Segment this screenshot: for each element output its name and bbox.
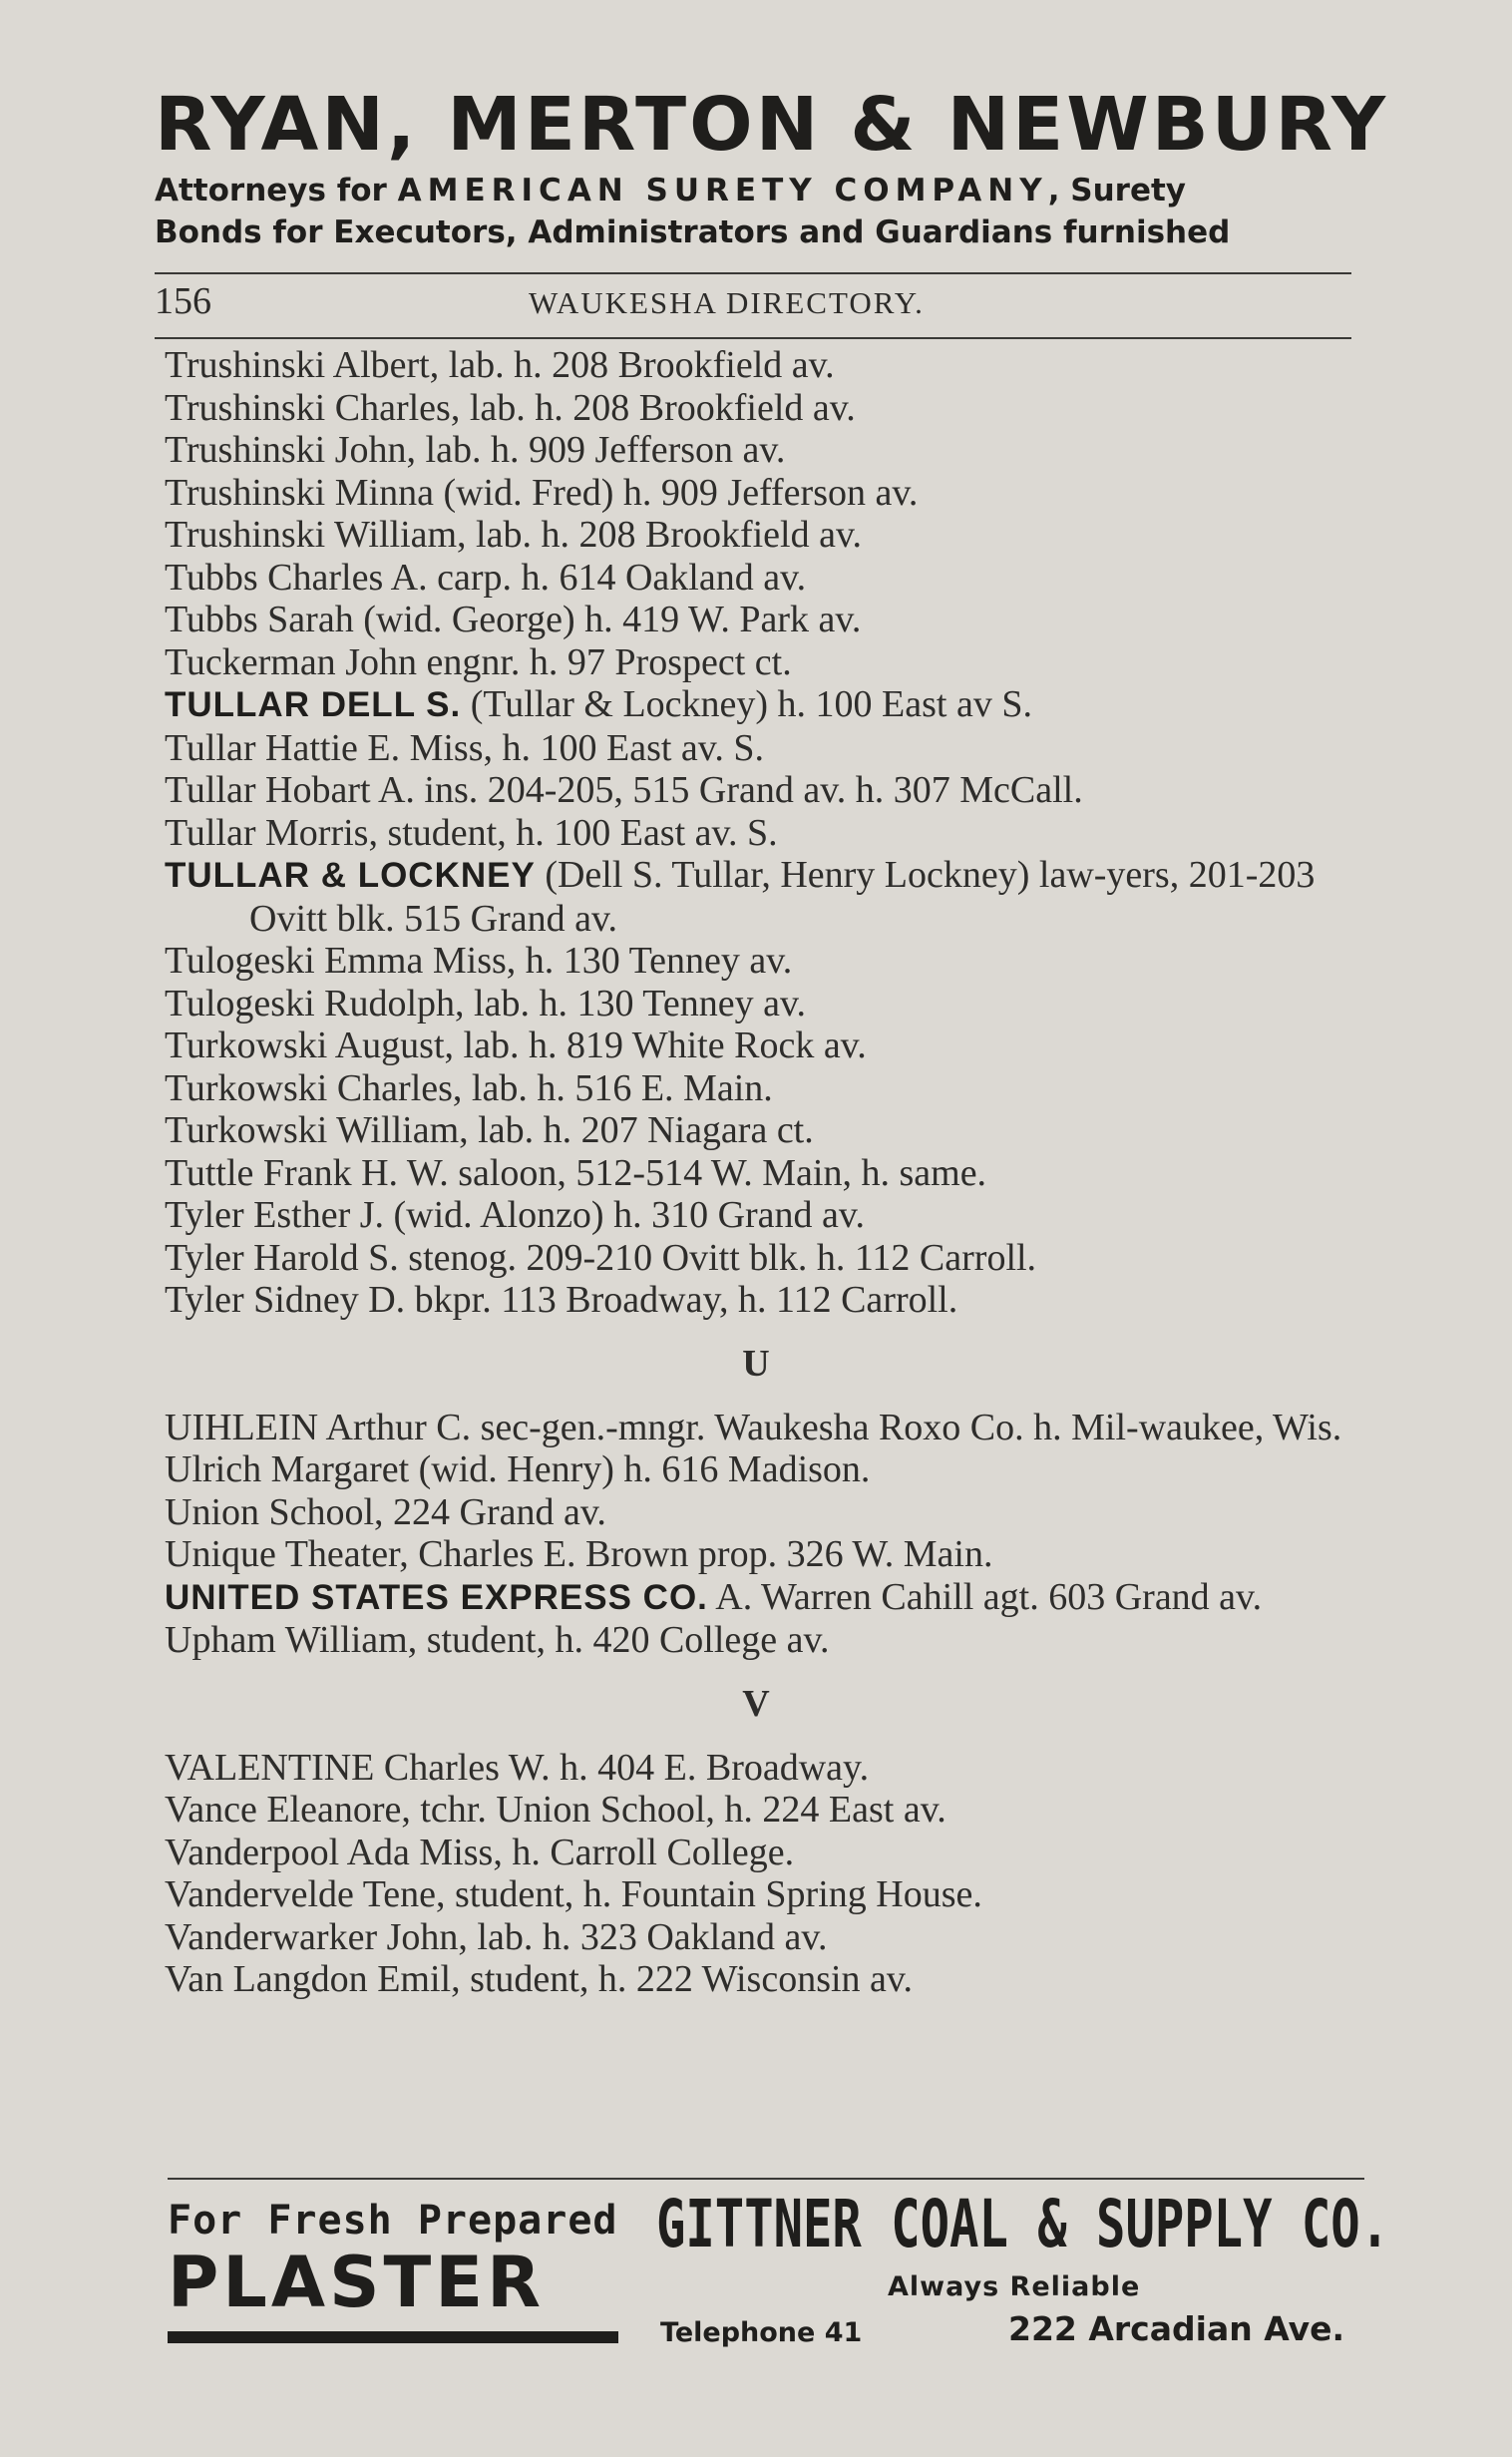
entry-details: School, 224 Grand av.	[259, 1490, 606, 1533]
entry-surname: Turkowski	[165, 1024, 328, 1066]
entry-details: Albert, lab. h. 208 Brookfield av.	[325, 344, 835, 386]
entry-surname: Tullar	[165, 769, 256, 811]
entry-details: Rudolph, lab. h. 130 Tenney av.	[314, 982, 806, 1024]
header-top-rule	[155, 272, 1351, 274]
entry-details: Tene, student, h. Fountain Spring House.	[353, 1873, 982, 1915]
directory-entry	[165, 1747, 1371, 1790]
directory-entry	[165, 983, 1371, 1025]
directory-entry	[165, 599, 1371, 641]
directory-entry	[165, 1533, 1371, 1576]
entries-u	[165, 1407, 1371, 1662]
directory-entry	[165, 1619, 1371, 1662]
directory-entry	[165, 1576, 1371, 1620]
entry-details: Theater, Charles E. Brown prop. 326 W. Main.	[275, 1533, 993, 1575]
directory-entry	[165, 1832, 1371, 1874]
directory-entry	[165, 940, 1371, 983]
directory-entry	[165, 344, 1371, 387]
entry-surname: Unique	[165, 1533, 276, 1575]
entry-surname: Tubbs	[165, 556, 258, 599]
directory-entry	[165, 1873, 1371, 1916]
directory-entry	[165, 854, 1371, 940]
directory-entry	[165, 1916, 1371, 1959]
entry-details: William, lab. h. 207 Niagara ct.	[327, 1109, 814, 1151]
coal-company-name: GITTNER COAL & SUPPLY CO.	[656, 2186, 1390, 2262]
bottom-advertisement	[168, 2186, 1390, 2349]
entry-details: Arthur C. sec-gen.-mngr. Waukesha Roxo Co. h. Mil-waukee, Wis.	[318, 1406, 1342, 1448]
entries-t	[165, 344, 1371, 1322]
entry-surname: Trushinski	[165, 429, 326, 471]
directory-entry	[165, 387, 1371, 430]
entry-details: Hobart A. ins. 204-205, 515 Grand av. h. 307 McCall.	[255, 769, 1083, 811]
entry-surname: Turkowski	[165, 1109, 328, 1151]
entry-surname: Tulogeski	[165, 982, 315, 1024]
footer-rule	[168, 2178, 1364, 2180]
directory-entry	[165, 769, 1371, 812]
directory-entry	[165, 1109, 1371, 1152]
directory-entry	[165, 1407, 1371, 1449]
entry-details: Frank H. W. saloon, 512-514 W. Main, h. same.	[253, 1151, 987, 1194]
entry-details: Minna (wid. Fred) h. 909 Jefferson av.	[325, 471, 919, 514]
directory-entry	[165, 429, 1371, 472]
entry-details: Charles W. h. 404 E. Broadway.	[374, 1746, 870, 1789]
directory-entry	[165, 1067, 1371, 1110]
entry-details: Ada Miss, h. Carroll College.	[339, 1831, 795, 1873]
entry-details: John, lab. h. 323 Oakland av.	[377, 1915, 828, 1958]
law-firm-name: RYAN, MERTON & NEWBURY	[155, 82, 1389, 168]
entry-details: August, lab. h. 819 White Rock av.	[327, 1024, 867, 1066]
directory-entry	[165, 641, 1371, 684]
entry-surname: Vanderpool	[165, 1831, 340, 1873]
entry-details: Margaret (wid. Henry) h. 616 Madison.	[261, 1448, 871, 1490]
directory-entry	[165, 1024, 1371, 1067]
ad-line-1-pre: Attorneys for	[155, 173, 398, 208]
entries-v	[165, 1747, 1371, 2001]
entry-details: (Dell S. Tullar, Henry Lockney) law-yers, 201-203 Ovitt blk. 515 Grand av.	[249, 854, 1316, 940]
directory-entry	[165, 812, 1371, 855]
ad-line-2: Bonds for Executors, Administrators and Guardians furnished	[155, 214, 1231, 250]
entry-surname: Tyler	[165, 1279, 244, 1321]
directory-entry	[165, 1237, 1371, 1280]
section-heading-v: V	[742, 1682, 770, 1725]
entry-surname: UIHLEIN	[165, 1406, 319, 1448]
ad-line-1-post: , Surety	[1047, 173, 1186, 208]
directory-listing	[165, 344, 1371, 2001]
directory-entry	[165, 1789, 1371, 1832]
plaster-ad-tagline: For Fresh Prepared	[168, 2198, 618, 2244]
entry-surname: Tyler	[165, 1194, 244, 1236]
directory-entry	[165, 514, 1371, 557]
entry-surname: Trushinski	[165, 344, 326, 386]
entry-surname: Vanderwarker	[165, 1915, 378, 1958]
entry-surname: Tuckerman	[165, 640, 336, 683]
entry-details: A. Warren Cahill agt. 603 Grand av.	[707, 1575, 1263, 1618]
page-number: 156	[155, 280, 211, 322]
coal-company-phone: Telephone 41	[660, 2317, 863, 2348]
directory-entry	[165, 1958, 1371, 2001]
entry-surname: Tuttle	[165, 1151, 254, 1194]
entry-surname: Tullar	[165, 726, 256, 769]
entry-surname: Trushinski	[165, 514, 326, 556]
plaster-ad-underline	[168, 2331, 618, 2343]
coal-company-slogan: Always Reliable	[888, 2271, 1141, 2302]
entry-details: William, lab. h. 208 Brookfield av.	[325, 514, 863, 556]
entry-surname: Trushinski	[165, 386, 326, 429]
entry-surname: Tyler	[165, 1236, 244, 1279]
entry-details: John engnr. h. 97 Prospect ct.	[335, 640, 792, 683]
plaster-ad-headline: PLASTER	[168, 2242, 545, 2323]
entry-surname: Ulrich	[165, 1448, 262, 1490]
entry-details: Harold S. stenog. 209-210 Ovitt blk. h. 112 Carroll.	[243, 1236, 1037, 1279]
coal-company-address: 222 Arcadian Ave.	[1008, 2309, 1344, 2348]
entry-details: Sidney D. bkpr. 113 Broadway, h. 112 Carroll.	[243, 1279, 958, 1321]
top-advertisement	[155, 80, 1389, 253]
entry-surname: Trushinski	[165, 471, 326, 514]
directory-entry	[165, 1279, 1371, 1322]
ad-line-1	[155, 170, 1351, 211]
entry-details: Emma Miss, h. 130 Tenney av.	[314, 940, 793, 982]
directory-entry	[165, 472, 1371, 515]
entry-details: Sarah (wid. George) h. 419 W. Park av.	[257, 599, 862, 640]
directory-entry	[165, 1448, 1371, 1491]
section-heading-u: U	[742, 1342, 770, 1385]
entry-bold-name: TULLAR & LOCKNEY	[165, 856, 536, 895]
entry-surname: VALENTINE	[165, 1746, 375, 1789]
directory-entry	[165, 683, 1371, 727]
entry-surname: Vance	[165, 1789, 257, 1831]
directory-entry	[165, 727, 1371, 770]
entry-bold-name: TULLAR DELL S.	[165, 685, 462, 724]
entry-details: John, lab. h. 909 Jefferson av.	[325, 429, 786, 471]
entry-details: (Tullar & Lockney) h. 100 East av S.	[461, 683, 1032, 725]
entry-details: Morris, student, h. 100 East av. S.	[255, 811, 778, 854]
entry-details: Charles A. carp. h. 614 Oakland av.	[257, 556, 807, 599]
surety-company-name: AMERICAN SURETY COMPANY	[397, 173, 1048, 208]
entry-surname: Tullar	[165, 811, 256, 854]
entry-details: Hattie E. Miss, h. 100 East av. S.	[255, 726, 764, 769]
entry-details: Emil, student, h. 222 Wisconsin av.	[367, 1958, 913, 2000]
entry-details: Esther J. (wid. Alonzo) h. 310 Grand av.	[243, 1194, 865, 1236]
directory-entry	[165, 1194, 1371, 1237]
entry-surname: Vandervelde	[165, 1873, 354, 1915]
directory-entry	[165, 557, 1371, 600]
directory-entry	[165, 1152, 1371, 1195]
entry-details: Eleanore, tchr. Union School, h. 224 East av.	[256, 1789, 946, 1831]
directory-entry	[165, 1491, 1371, 1534]
entry-details: Charles, lab. h. 208 Brookfield av.	[325, 386, 856, 429]
entry-surname: Union	[165, 1490, 259, 1533]
entry-details: William, student, h. 420 College av.	[275, 1619, 830, 1661]
header-bottom-rule	[155, 337, 1351, 339]
entry-surname: Tulogeski	[165, 940, 315, 982]
entry-details: Charles, lab. h. 516 E. Main.	[327, 1066, 773, 1109]
entry-surname: Upham	[165, 1619, 276, 1661]
running-header	[155, 279, 1351, 329]
entry-surname: Tubbs	[165, 599, 258, 640]
entry-surname: Van Langdon	[165, 1958, 368, 2000]
directory-title: WAUKESHA DIRECTORY.	[529, 285, 925, 320]
entry-bold-name: UNITED STATES EXPRESS CO.	[165, 1577, 708, 1617]
entry-surname: Turkowski	[165, 1066, 328, 1109]
